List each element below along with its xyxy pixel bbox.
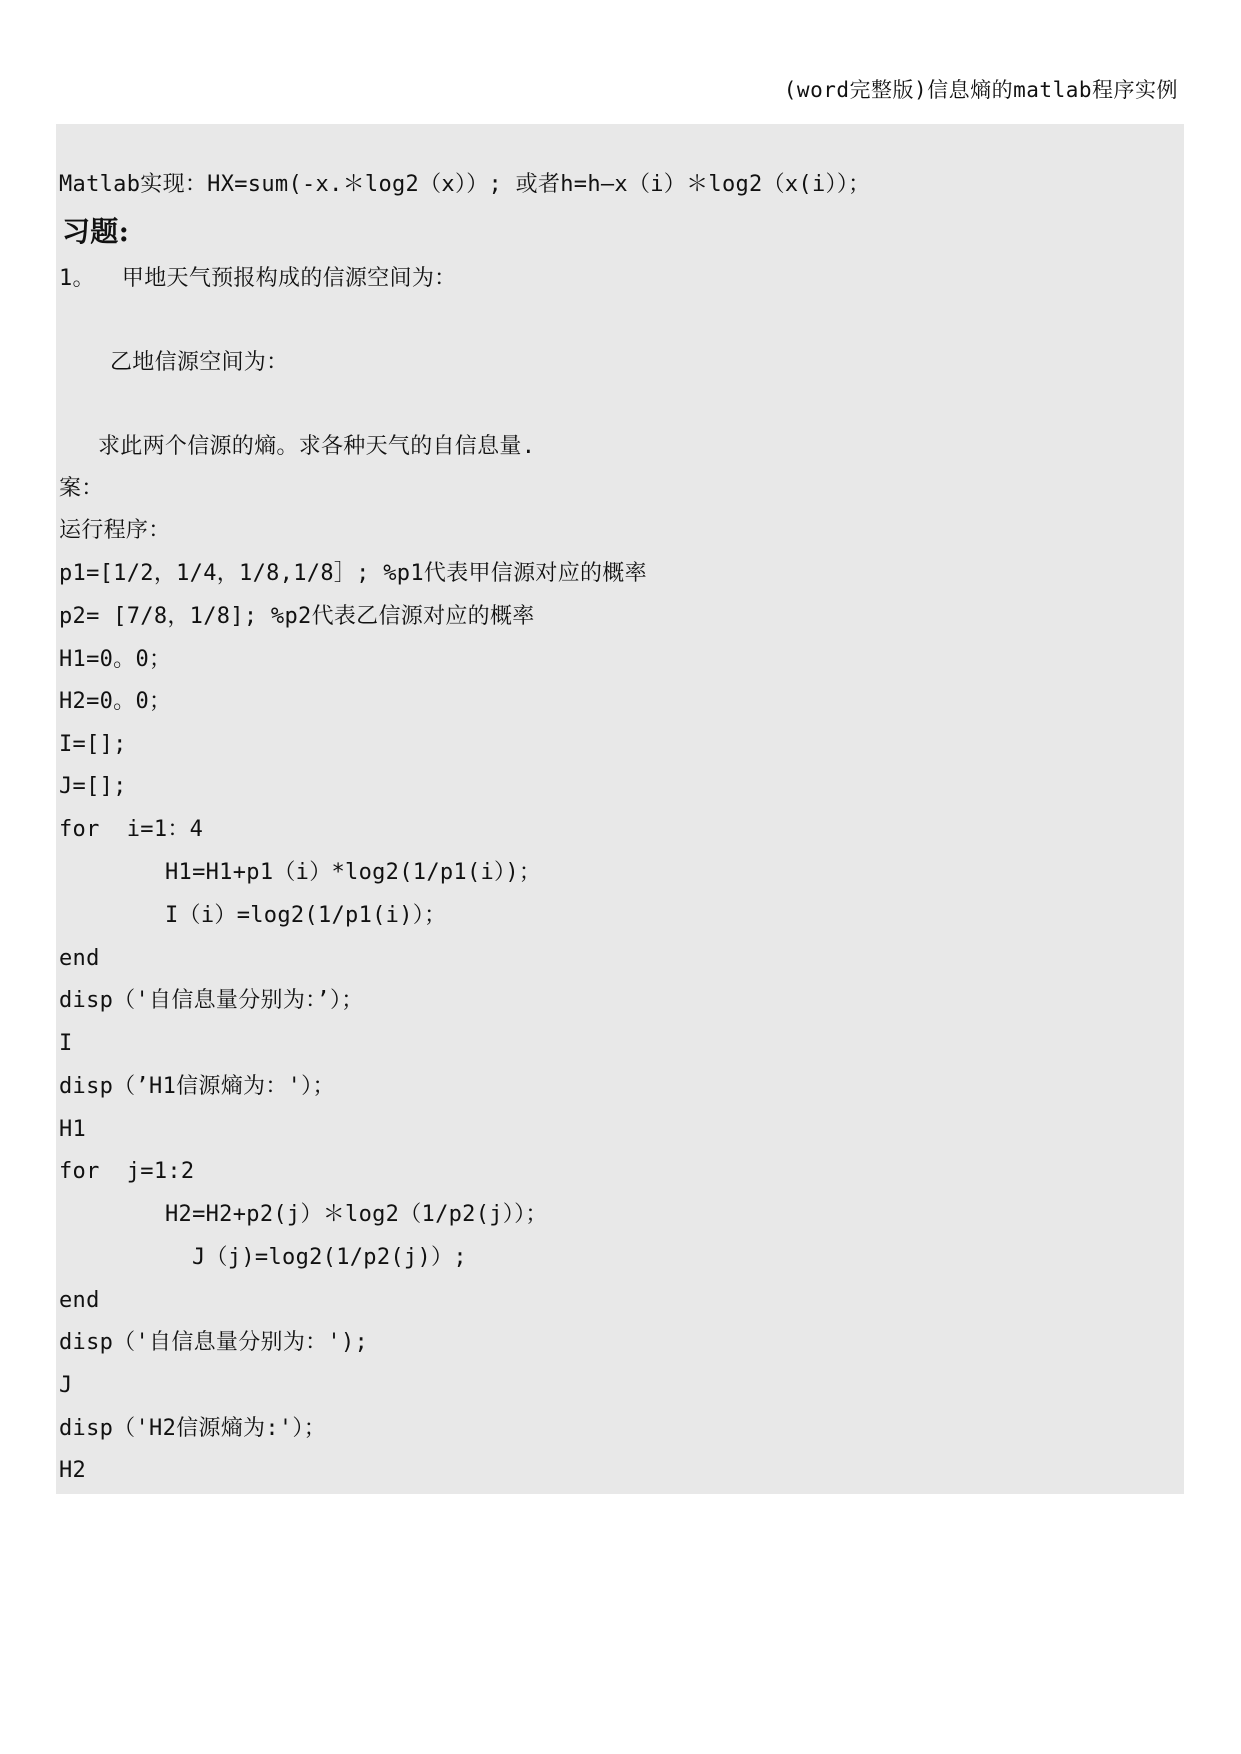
code-line: H1 [59,1117,87,1142]
code-line: H2=0。0； [59,689,172,714]
code-line: J [59,1373,73,1398]
code-line: p1=[1/2，1/4，1/8,1/8］; %p1代表甲信源对应的概率 [59,561,647,586]
code-line: for j=1:2 [59,1159,195,1184]
answer-label: 案： [59,476,104,501]
content-area [56,124,1184,1494]
problem-statement-1: 1。 甲地天气预报构成的信源空间为： [59,266,457,291]
code-line: disp（’H1信源熵为：'）； [59,1074,335,1099]
code-line: disp（'H2信源熵为:'）； [59,1416,327,1441]
exercise-heading: 习题: [62,215,130,248]
code-line: disp（'自信息量分别为：’）； [59,988,364,1013]
code-line: for i=1：4 [59,817,204,842]
code-line: I=[]; [59,732,127,757]
code-line: H2 [59,1458,87,1483]
problem-statement-2: 乙地信源空间为： [110,350,289,375]
code-line: I（i）=log2(1/p1(i)）； [165,903,447,928]
problem-question: 求此两个信源的熵。求各种天气的自信息量. [98,434,536,459]
code-line: I [59,1031,73,1056]
matlab-formula-line: Matlab实现：HX=sum(-x.＊log2（x））; 或者h=h—x（i）＊log2（x(i））； [59,172,871,197]
code-line: end [59,946,100,971]
code-line: disp（'自信息量分别为：'); [59,1330,369,1355]
code-line: end [59,1288,100,1313]
run-program-label: 运行程序： [59,518,171,543]
code-line: H1=0。0； [59,647,172,672]
code-line: J（j)=log2(1/p2(j)）; [192,1245,467,1270]
code-line: H1=H1+p1（i）*log2(1/p1(i）)； [165,860,542,885]
code-line: J=[]; [59,774,127,799]
code-line: H2=H2+p2(j）＊log2（1/p2(j））； [165,1202,548,1227]
code-line: p2= [7/8，1/8]; %p2代表乙信源对应的概率 [59,604,535,629]
page-header: (word完整版)信息熵的matlab程序实例 [783,78,1178,102]
